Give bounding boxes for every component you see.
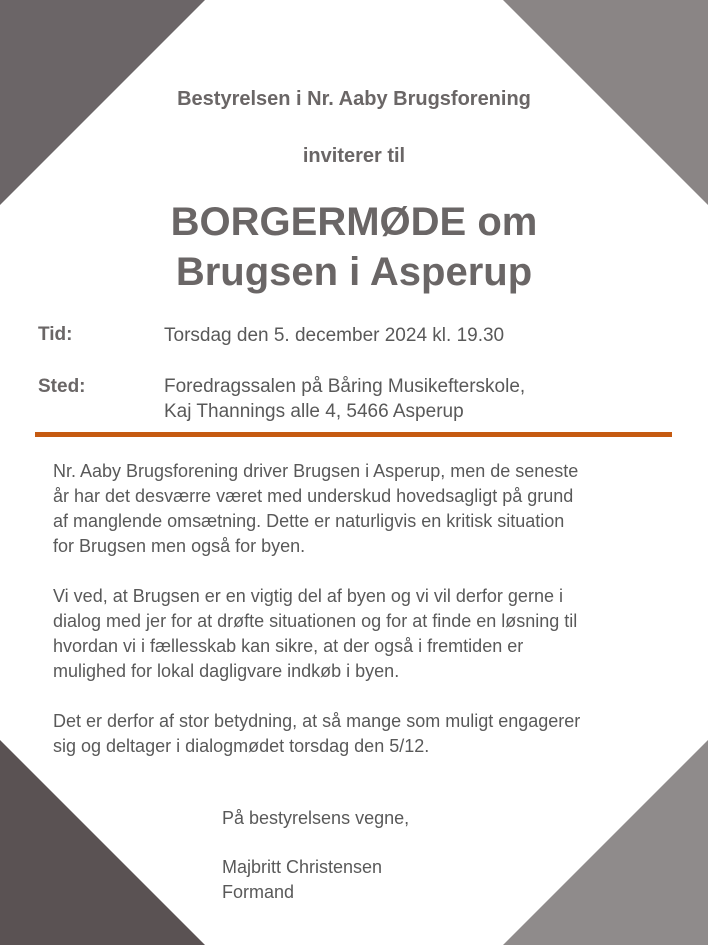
- paragraph-line: Nr. Aaby Brugsforening driver Brugsen i Asperup, men de seneste: [53, 461, 579, 481]
- paragraph-line: sig og deltager i dialogmødet torsdag den 5/12.: [53, 736, 430, 756]
- signature-block: [222, 855, 382, 905]
- corner-decoration-bottom-right: [503, 740, 708, 945]
- invites-line: inviterer til: [302, 145, 406, 167]
- signature-name: Majbritt Christensen: [222, 857, 383, 877]
- title-line-1: BORGERMØDE om: [170, 200, 538, 244]
- paragraph-line: Vi ved, at Brugsen er en vigtig del af byen og vi vil derfor gerne i: [53, 586, 563, 606]
- time-value: Torsdag den 5. december 2024 kl. 19.30: [164, 325, 505, 346]
- paragraph-line: dialog med jer for at drøfte situationen og for at finde en løsning til: [53, 611, 578, 631]
- paragraph-2: [53, 584, 665, 684]
- paragraph-line: mulighed for lokal dagligvare indkøb i byen.: [53, 661, 400, 681]
- place-line-1: Foredragssalen på Båring Musikefterskole,: [164, 376, 526, 397]
- paragraph-line: Det er derfor af stor betydning, at så mange som muligt engagerer: [53, 711, 581, 731]
- place-label: Sted:: [38, 376, 86, 397]
- title-line-2: Brugsen i Asperup: [175, 250, 533, 294]
- signature-on-behalf: På bestyrelsens vegne,: [222, 808, 410, 828]
- corner-decoration-bottom-left: [0, 740, 205, 945]
- paragraph-line: for Brugsen men også for byen.: [53, 536, 306, 556]
- place-line-2: Kaj Thannings alle 4, 5466 Asperup: [164, 401, 464, 422]
- page-title: [0, 197, 708, 297]
- organization-heading: Bestyrelsen i Nr. Aaby Brugsforening: [177, 88, 531, 110]
- place-value: [164, 374, 525, 424]
- paragraph-1: [53, 459, 665, 559]
- paragraph-3: [53, 709, 665, 759]
- section-divider: [35, 432, 672, 437]
- paragraph-line: hvordan vi i fællesskab kan sikre, at der også i fremtiden er: [53, 636, 524, 656]
- paragraph-line: af manglende omsætning. Dette er naturligvis en kritisk situation: [53, 511, 565, 531]
- signature-role: Formand: [222, 882, 295, 902]
- time-label: Tid:: [38, 324, 73, 345]
- paragraph-line: år har det desværre været med underskud hovedsagligt på grund: [53, 486, 574, 506]
